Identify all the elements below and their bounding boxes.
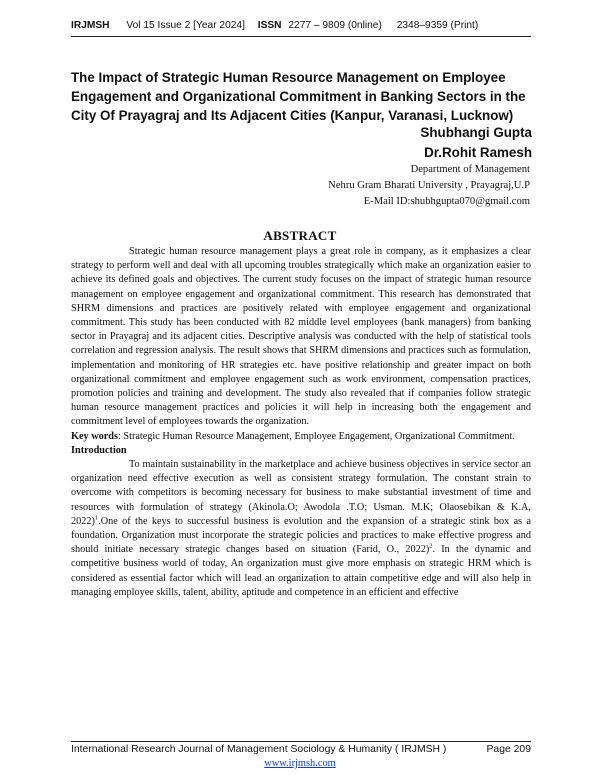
affiliation-email: E-Mail ID:shubhgupta070@gmail.com bbox=[363, 196, 530, 207]
author-name: Shubhangi Gupta bbox=[420, 125, 532, 140]
introduction-text: . In the dynamic and competitive business world of today, An organization must give more emphasis on strategic HRM which is considered as essential factor which will lead an organization to attain competitive edge and will also help in managing employee skills, talent, ability, aptitude and competence in an efficient and effective bbox=[71, 544, 531, 598]
header-divider bbox=[71, 36, 531, 37]
introduction-text: .One of the keys to successful business is evolution and the expansion of a strategic stink box as a foundation. Organization must incorporate the strategic policies and practices to make effective progress and should initiate necessary strategic changes based on situation (Farid, O., 2022) bbox=[71, 515, 531, 556]
running-footer bbox=[71, 744, 531, 755]
affiliation-department: Department of Management bbox=[410, 164, 530, 175]
citation-marker: 1 bbox=[94, 514, 99, 522]
introduction-heading: Introduction bbox=[71, 444, 127, 456]
keywords-label: Key words bbox=[71, 430, 118, 442]
issn-print: 2348–9359 (Print) bbox=[396, 20, 479, 31]
page-number: Page 209 bbox=[486, 744, 531, 755]
keywords bbox=[71, 430, 531, 444]
abstract-heading: ABSTRACT bbox=[263, 228, 337, 243]
title-line: The Impact of Strategic Human Resource Management on Employee bbox=[71, 70, 506, 85]
title-line: City Of Prayagraj and Its Adjacent Cities (Kanpur, Varanasi, Lucknow) bbox=[71, 108, 514, 123]
issn-label: ISSN bbox=[257, 20, 282, 31]
footer-journal-name: International Research Journal of Management Sociology & Humanity ( IRJMSH ) bbox=[71, 744, 447, 755]
journal-abbrev: IRJMSH bbox=[71, 20, 110, 31]
abstract-text: Strategic human resource management plays a great role in company, as it emphasizes a clear strategy to perform well and deal with all upcoming troubles strategically which make an organization easier to achieve its defined goals and objectives. The current study focuses on the impact of strategic human resource management on employee engagement and organizational commitment. This research has demonstrated that SHRM dimensions and practices are positively related with employee engagement and organizational commitment. This study has been conducted with 82 middle level employees (bank managers) from banking sector in Prayagraj and its adjacent cities. Descriptive analysis was conducted with the help of statistical tools correlation and regression analysis. The result shows that SHRM dimensions and practices such as formulation, implementation and monitoring of HR strategies etc. have positive relationship and greater impact on both organizational commitment and employee engagement such as work environment, compensation practices, promotion policies and training and development. The study also revealed that if companies follow strategic human resource management practices and policies it will help in increasing both the engagement and commitment level of employees towards the organization. bbox=[71, 246, 531, 428]
paper-body bbox=[71, 245, 531, 600]
author-name: Dr.Rohit Ramesh bbox=[424, 145, 532, 160]
footer-divider bbox=[71, 741, 531, 742]
paper-title bbox=[71, 68, 533, 125]
citation-marker: 2 bbox=[429, 542, 433, 550]
title-line: Engagement and Organizational Commitment in Banking Sectors in the bbox=[71, 89, 526, 104]
introduction-paragraph bbox=[71, 458, 531, 600]
introduction-text: To maintain sustainability in the marketplace and achieve business objectives in service sector an organization need effective execution as well as consistent strategy formulation. The constant strain to overcome with competitors is becoming necessary for business to make substantial investment of time and resources with formulation of strategy (Akinola.O; Awodola .T.O; Usman. M.K; Olaosebikan & K.A, 2022) bbox=[71, 459, 531, 527]
keywords-text: : Strategic Human Resource Management, Employee Engagement, Organizational Commitment. bbox=[117, 430, 515, 442]
volume-info: Vol 15 Issue 2 [Year 2024] bbox=[126, 20, 245, 31]
issn-online: 2277 – 9809 (0nline) bbox=[288, 20, 382, 31]
running-header bbox=[71, 20, 541, 31]
affiliation-university: Nehru Gram Bharati University , Prayagraj,U.P bbox=[328, 180, 530, 191]
website-link[interactable]: www.irjmsh.com bbox=[264, 758, 336, 769]
